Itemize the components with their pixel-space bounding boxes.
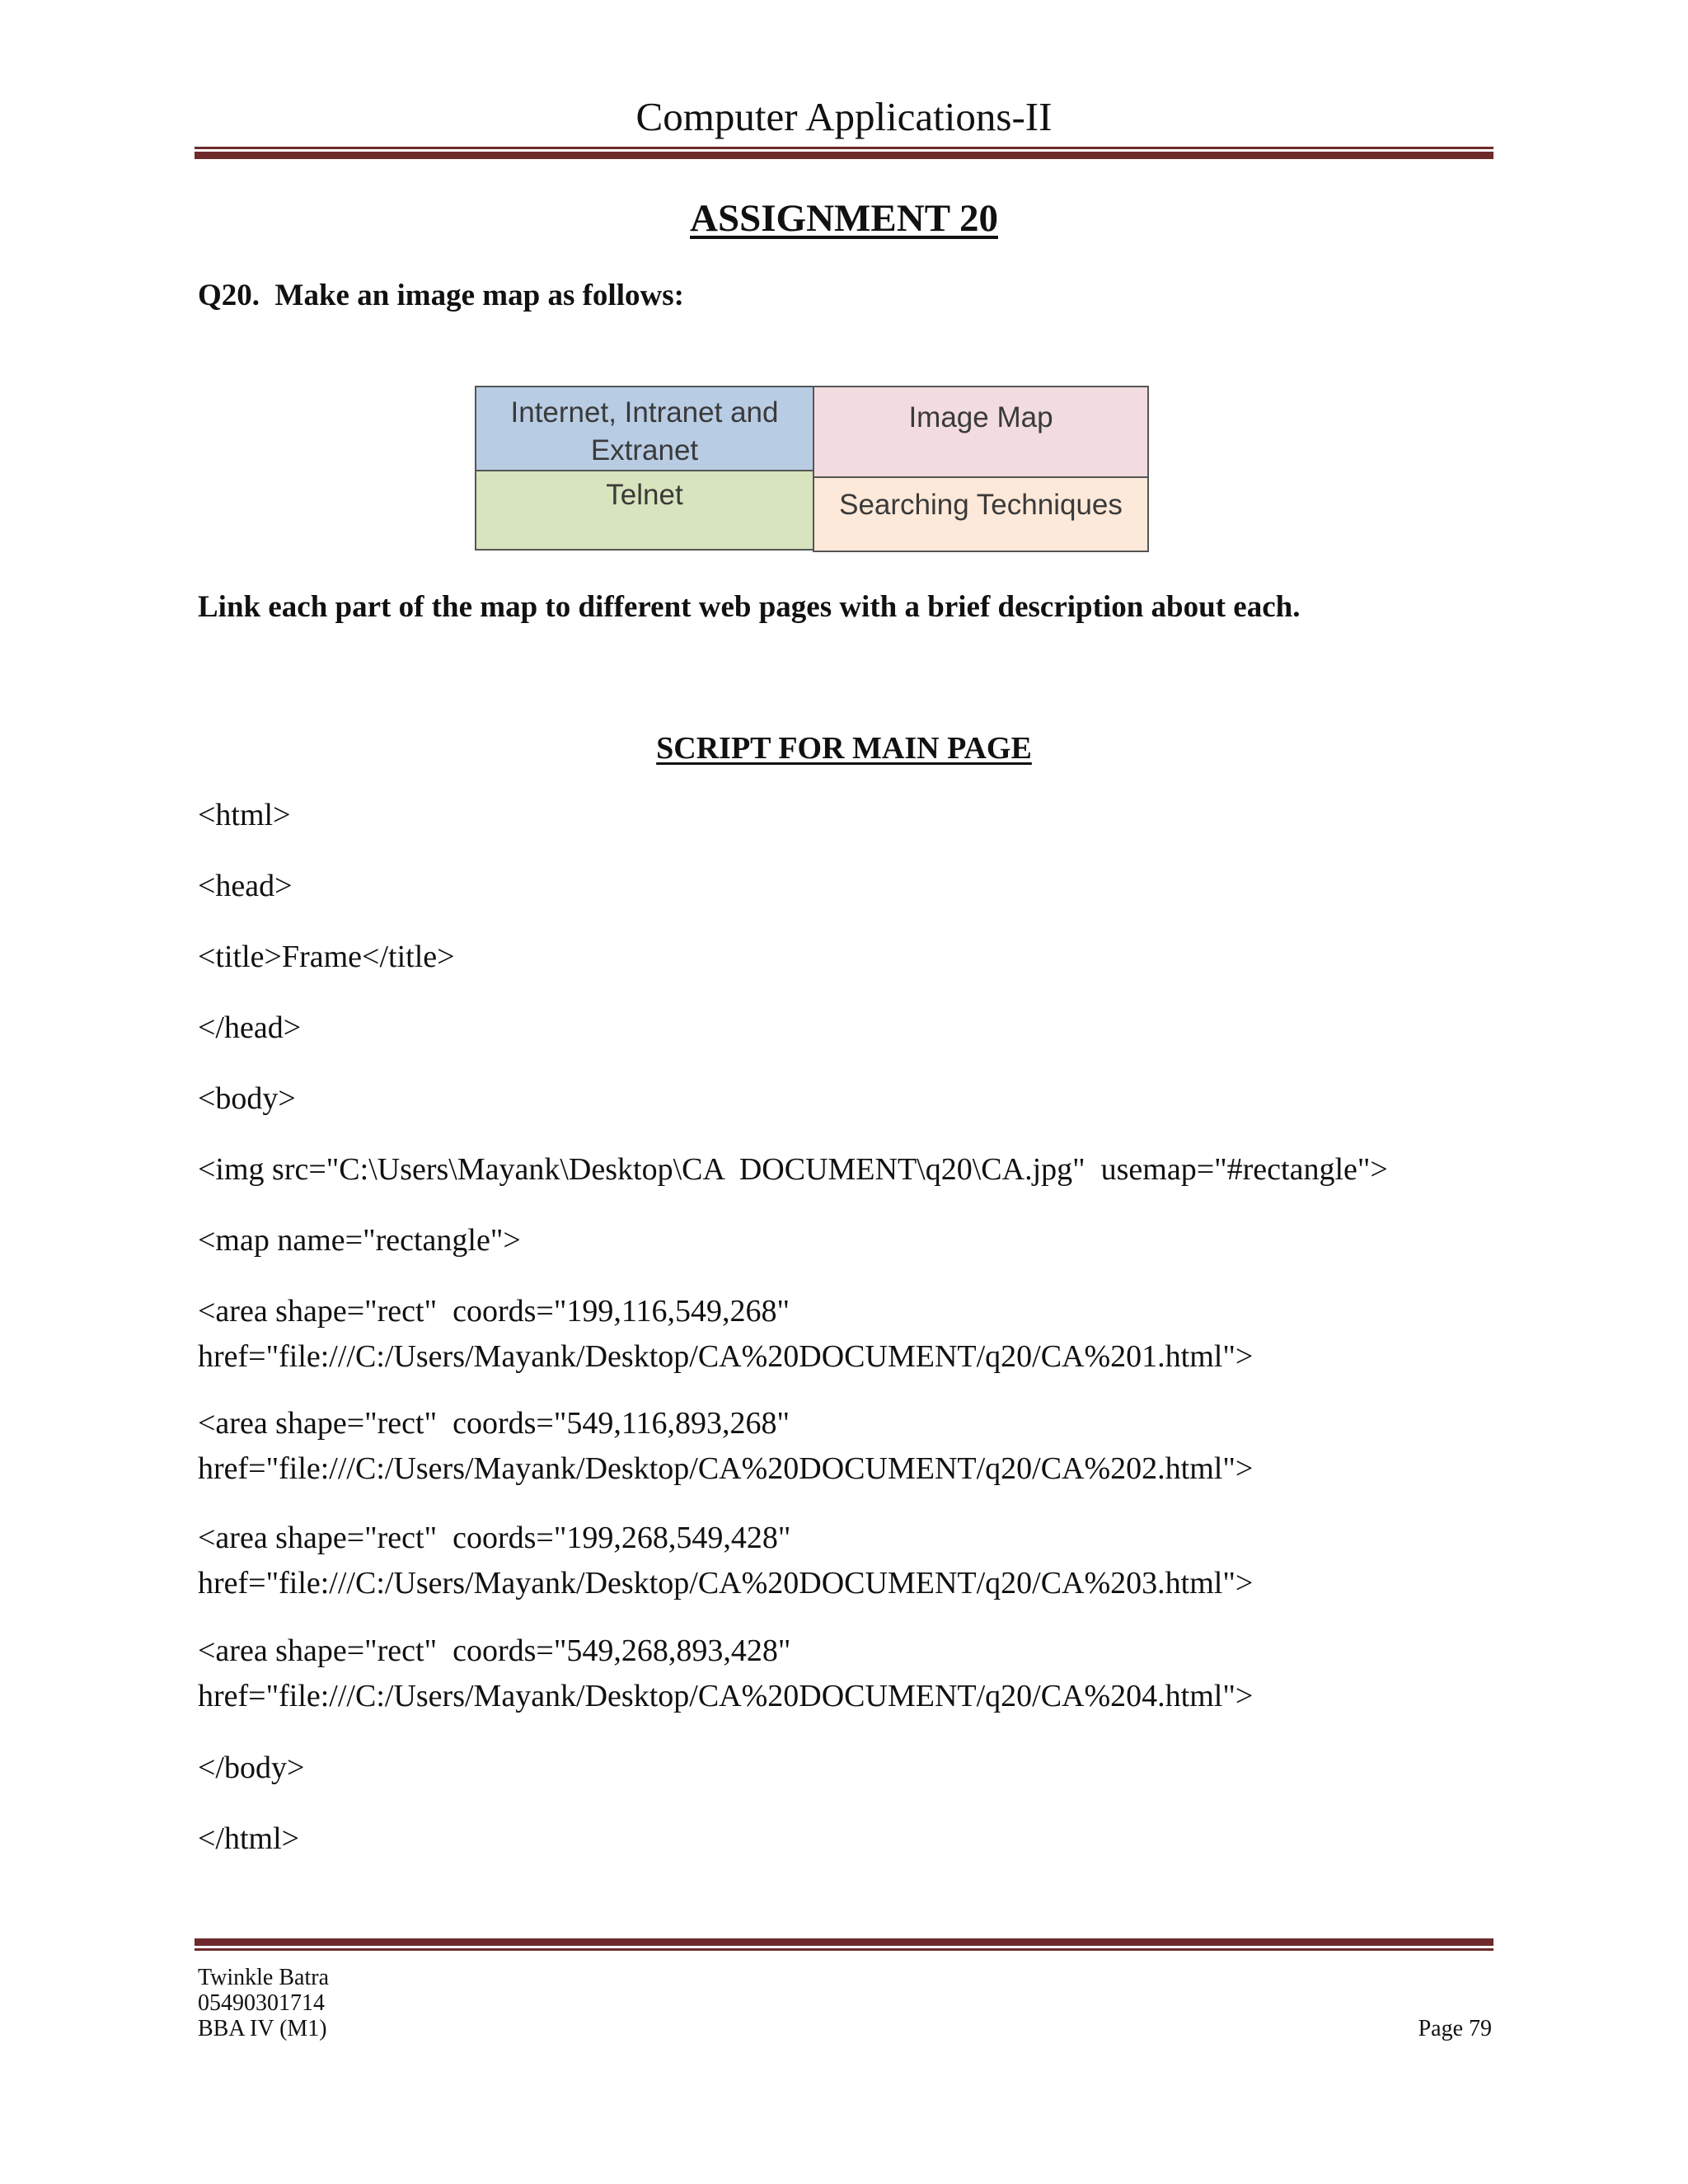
code-line: <body> <box>198 1081 296 1116</box>
page-header-title: Computer Applications-II <box>635 94 1053 139</box>
footer-student-info <box>198 1965 329 2041</box>
footer-roll-number: 05490301714 <box>198 1990 325 2016</box>
script-heading <box>0 729 1688 768</box>
code-line: href="file:///C:/Users/Mayank/Desktop/CA%20DOCUMENT/q20/CA%202.html"> <box>198 1451 1254 1486</box>
code-line: </html> <box>198 1821 300 1856</box>
map-cell-image-map <box>813 386 1149 478</box>
header-divider <box>195 147 1493 159</box>
map-cell-searching <box>813 476 1149 552</box>
script-heading-text: SCRIPT FOR MAIN PAGE <box>656 731 1032 766</box>
code-line: href="file:///C:/Users/Mayank/Desktop/CA%20DOCUMENT/q20/CA%203.html"> <box>198 1566 1254 1601</box>
code-line: <img src="C:\Users\Mayank\Desktop\CA DOCUMENT\q20\CA.jpg" usemap="#rectangle"> <box>198 1152 1388 1187</box>
code-line: <html> <box>198 798 291 832</box>
image-map-figure <box>475 386 1149 554</box>
page-number: Page 79 <box>1418 2016 1492 2041</box>
code-line: <area shape="rect" coords="199,116,549,268" <box>198 1294 790 1329</box>
code-line: <head> <box>198 869 293 903</box>
footer-course: BBA IV (M1) <box>198 2016 327 2041</box>
map-cell-searching-label: Searching Techniques <box>839 489 1123 521</box>
map-cell-internet-line-1: Internet, Intranet and <box>510 396 779 429</box>
map-cell-internet <box>475 386 814 471</box>
code-line: <area shape="rect" coords="549,268,893,428" <box>198 1633 791 1668</box>
code-line: href="file:///C:/Users/Mayank/Desktop/CA%20DOCUMENT/q20/CA%204.html"> <box>198 1679 1254 1713</box>
footer-name: Twinkle Batra <box>198 1965 329 1990</box>
footer-divider <box>195 1938 1493 1951</box>
map-cell-telnet-label: Telnet <box>606 479 683 511</box>
assignment-heading <box>0 194 1688 242</box>
code-line: </head> <box>198 1010 302 1045</box>
map-cell-telnet <box>475 470 814 551</box>
code-line: href="file:///C:/Users/Mayank/Desktop/CA%20DOCUMENT/q20/CA%201.html"> <box>198 1339 1254 1374</box>
assignment-heading-text: ASSIGNMENT 20 <box>690 197 998 240</box>
question-text: Q20. Make an image map as follows: <box>198 279 684 312</box>
code-line: <map name="rectangle"> <box>198 1223 521 1258</box>
map-cell-image-map-label: Image Map <box>908 401 1053 434</box>
instruction-text: Link each part of the map to different web pages with a brief description about each. <box>198 590 1301 624</box>
code-line: <area shape="rect" coords="199,268,549,428" <box>198 1521 791 1555</box>
code-line: </body> <box>198 1750 305 1785</box>
map-cell-internet-line-2: Extranet <box>590 434 699 466</box>
code-line: <title>Frame</title> <box>198 940 455 974</box>
code-line: <area shape="rect" coords="549,116,893,268" <box>198 1406 790 1441</box>
